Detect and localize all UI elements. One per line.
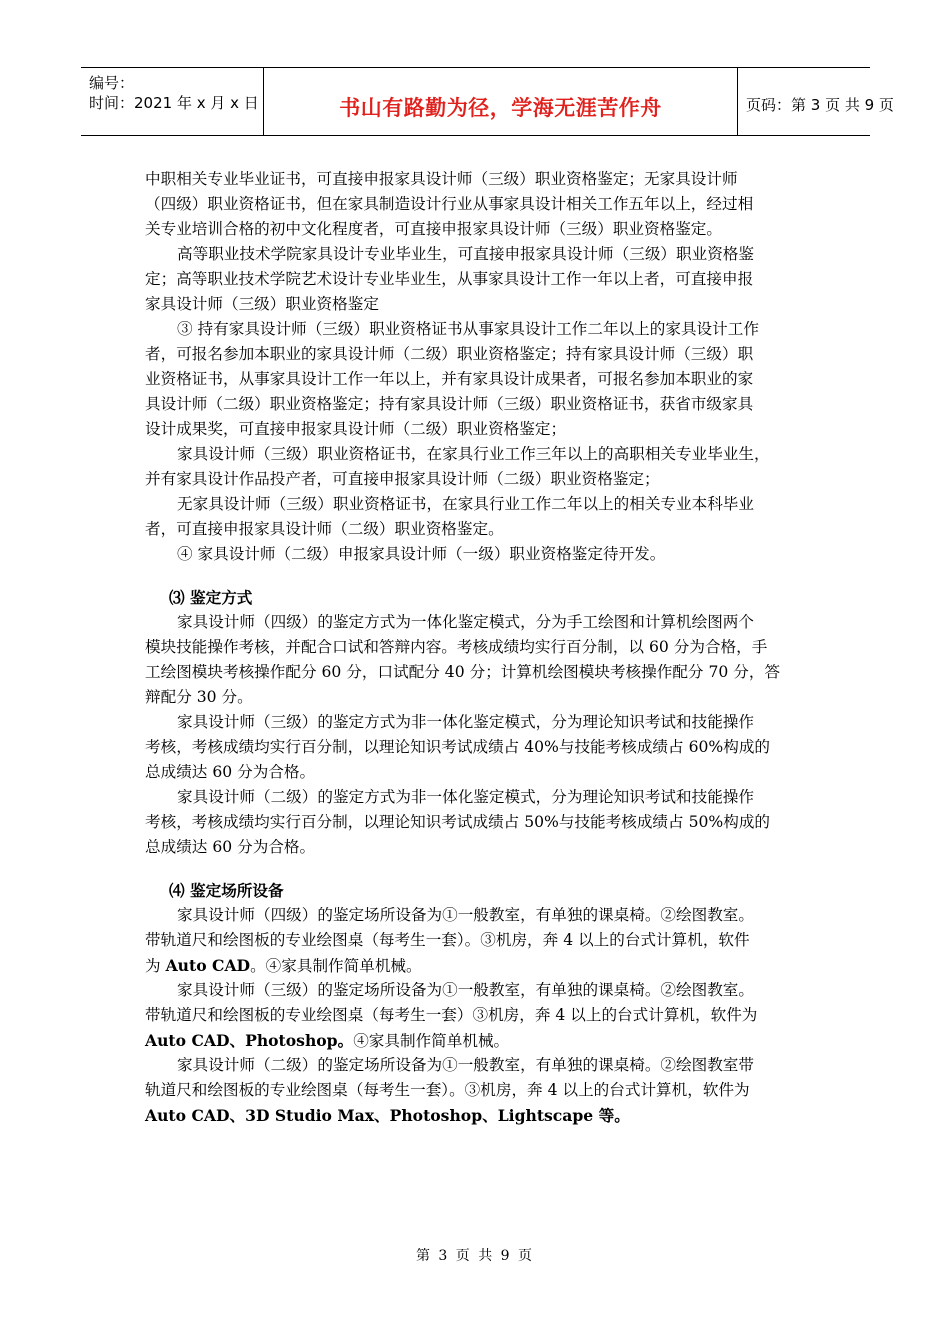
body-line: 设计成果奖，可直接申报家具设计师（二级）职业资格鉴定； [145,420,567,438]
body-line: 关专业培训合格的初中文化程度者，可直接申报家具设计师（三级）职业资格鉴定。 [145,220,722,238]
body-line: 家具设计师（三级）的鉴定方式为非一体化鉴定模式，分为理论知识考试和技能操作 [177,713,754,731]
body-line: 家具设计师（四级）的鉴定场所设备为①一般教室，有单独的课桌椅。②绘图教室。 [177,906,754,924]
software-name: Auto CAD [165,956,251,975]
header-page-cell [738,68,894,135]
body-line: 家具设计师（二级）的鉴定方式为非一体化鉴定模式，分为理论知识考试和技能操作 [177,788,754,806]
body-line: ③ 持有家具设计师（三级）职业资格证书从事家具设计工作二年以上的家具设计工作 [177,320,759,338]
section-title-appraisal-method: ⑶ 鉴定方式 [169,588,253,607]
body-line: 家具设计师（二级）的鉴定场所设备为①一般教室，有单独的课桌椅。②绘图教室带 [177,1056,754,1074]
body-line: 高等职业技术学院家具设计专业毕业生，可直接申报家具设计师（三级）职业资格鉴 [177,245,754,263]
header-motto-cell [264,68,738,135]
body-line: 家具设计师（三级）职业资格鉴定 [145,295,379,313]
body-line: 考核，考核成绩均实行百分制，以理论知识考试成绩占 50%与技能考核成绩占 50%构成的 [145,813,771,831]
body-line: 总成绩达 60 分为合格。 [145,763,316,781]
body-line: 业资格证书，从事家具设计工作一年以上，并有家具设计成果者，可报名参加本职业的家 [145,370,754,388]
body-line [145,953,825,978]
body-line: 并有家具设计作品投产者，可直接申报家具设计师（二级）职业资格鉴定； [145,470,660,488]
section-gap [145,860,825,878]
document-number-label: 编号： [89,74,135,92]
body-line: 具设计师（二级）职业资格鉴定；持有家具设计师（三级）职业资格证书，获省市级家具 [145,395,754,413]
text-run: 为 [145,957,166,975]
header-page-info: 页码：第 3 页 共 9 页 [746,96,894,114]
section-gap [145,567,825,585]
body-line: 轨道尺和绘图板的专业绘图桌（每考生一套）。③机房，奔 4 以上的台式计算机，软件为 [145,1081,750,1099]
body-line: 带轨道尺和绘图板的专业绘图桌（每考生一套）。③机房，奔 4 以上的台式计算机，软件 [145,931,750,949]
header-meta-cell [81,68,264,135]
page-footer: 第 3 页 共 9 页 [415,1248,535,1264]
body-line: ④ 家具设计师（二级）申报家具设计师（一级）职业资格鉴定待开发。 [177,545,666,563]
body-line: 辩配分 30 分。 [145,688,253,706]
body-line: 定；高等职业技术学院艺术设计专业毕业生，从事家具设计工作一年以上者，可直接申报 [145,270,754,288]
body-line: 考核，考核成绩均实行百分制，以理论知识考试成绩占 40%与技能考核成绩占 60%构成的 [145,738,771,756]
text-run: 。④家具制作简单机械。 [250,957,422,975]
body-line [145,1028,825,1053]
body-line: 者，可直接申报家具设计师（二级）职业资格鉴定。 [145,520,504,538]
page-header [81,67,894,136]
body-line: 总成绩达 60 分为合格。 [145,838,316,856]
body-line: 中职相关专业毕业证书，可直接申报家具设计师（三级）职业资格鉴定；无家具设计师 [145,170,738,188]
body-line: 家具设计师（四级）的鉴定方式为一体化鉴定模式，分为手工绘图和计算机绘图两个 [177,613,754,631]
body-line: 模块技能操作考核，并配合口试和答辩内容。考核成绩均实行百分制，以 60 分为合格，手 [145,638,768,656]
header-motto: 书山有路勤为径，学海无涯苦作舟 [339,96,662,120]
body-line: 者，可报名参加本职业的家具设计师（二级）职业资格鉴定；持有家具设计师（三级）职 [145,345,754,363]
body-line: 无家具设计师（三级）职业资格证书，在家具行业工作二年以上的相关专业本科毕业 [177,495,754,513]
section-title-venue-equipment: ⑷ 鉴定场所设备 [169,881,284,900]
document-date: 时间：2021 年 x 月 x 日 [89,94,259,112]
body-line: 工绘图模块考核操作配分 60 分，口试配分 40 分；计算机绘图模块考核操作配分 70 分，答 [145,663,781,681]
body-line: 家具设计师（三级）职业资格证书，在家具行业工作三年以上的高职相关专业毕业生， [177,445,770,463]
document-body [145,167,825,1128]
text-run: ④家具制作简单机械。 [353,1032,510,1050]
body-line: 家具设计师（三级）的鉴定场所设备为①一般教室，有单独的课桌椅。②绘图教室。 [177,981,754,999]
body-line: （四级）职业资格证书，但在家具制造设计行业从事家具设计相关工作五年以上，经过相 [145,195,754,213]
body-line: 带轨道尺和绘图板的专业绘图桌（每考生一套）③机房，奔 4 以上的台式计算机，软件为 [145,1006,758,1024]
body-line: Auto CAD、3D Studio Max、Photoshop、Lightscape 等。 [145,1106,630,1125]
software-name: Auto CAD、Photoshop。 [145,1031,354,1050]
